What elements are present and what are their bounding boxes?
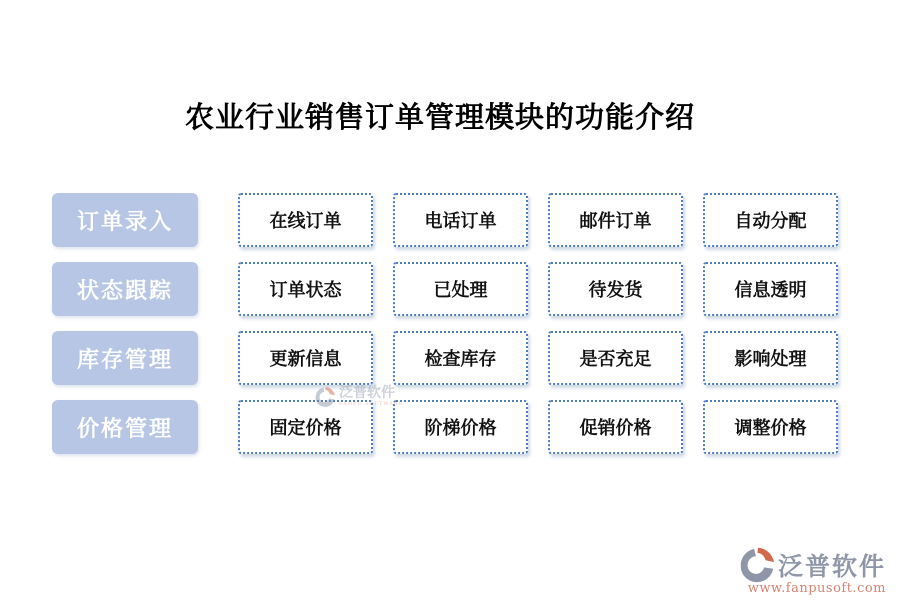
feature-box: 待发货 <box>548 262 683 316</box>
category-label-inventory-management: 库存管理 <box>52 331 198 385</box>
feature-box: 订单状态 <box>238 262 373 316</box>
fanpu-logo-icon <box>738 546 776 584</box>
row-inventory-management <box>52 331 838 385</box>
feature-box: 检查库存 <box>393 331 528 385</box>
row-order-entry <box>52 193 838 247</box>
feature-box: 阶梯价格 <box>393 400 528 454</box>
brand-name: 泛普软件 <box>777 552 886 581</box>
feature-box: 电话订单 <box>393 193 528 247</box>
row-status-tracking <box>52 262 838 316</box>
category-label-order-entry: 订单录入 <box>52 193 198 247</box>
page-title: 农业行业销售订单管理模块的功能介绍 <box>184 100 695 134</box>
feature-box: 调整价格 <box>703 400 838 454</box>
fanpu-logo-row <box>738 546 886 584</box>
feature-box: 固定价格 <box>238 400 373 454</box>
category-label-price-management: 价格管理 <box>52 400 198 454</box>
watermark-brand-text: 泛普软件 <box>339 385 395 401</box>
category-label-status-tracking: 状态跟踪 <box>52 262 198 316</box>
feature-box: 是否充足 <box>548 331 683 385</box>
watermark-subtext: FANPU SOFTWARE <box>339 401 404 407</box>
fanpu-logo-block <box>738 546 886 596</box>
brand-website-url: www.fanpusoft.com <box>747 581 886 596</box>
feature-box: 更新信息 <box>238 331 373 385</box>
feature-box: 已处理 <box>393 262 528 316</box>
feature-box: 影响处理 <box>703 331 838 385</box>
center-watermark <box>314 386 403 408</box>
feature-box: 信息透明 <box>703 262 838 316</box>
row-price-management <box>52 400 838 454</box>
watermark-text-block <box>339 386 403 407</box>
feature-box: 在线订单 <box>238 193 373 247</box>
feature-box: 邮件订单 <box>548 193 683 247</box>
feature-grid <box>52 193 838 454</box>
fanpu-logo-icon <box>314 386 336 408</box>
feature-box: 促销价格 <box>548 400 683 454</box>
feature-box: 自动分配 <box>703 193 838 247</box>
